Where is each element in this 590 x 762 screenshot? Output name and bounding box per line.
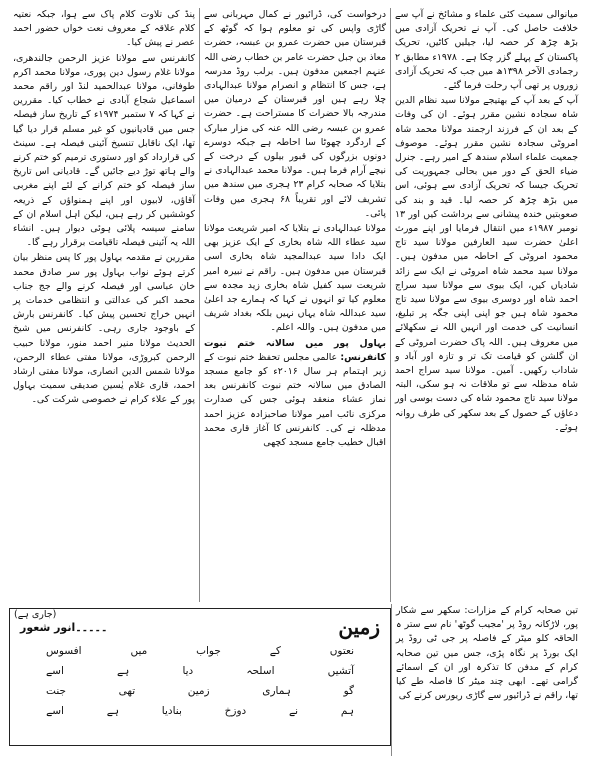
poem-word: میں	[130, 645, 148, 657]
paragraph: درخواست کی، ڈرائیور نے کمال مہربانی سے گاڑی واپس کی تو معلوم ہوا کہ گوٹھ کے قبرستان میں حضرت عمرو بن عبسہ، حضرت معاذ بن جبل حضرت عامر بن خطاب رضی اللہ عنہم اجمعین مدفون ہیں۔ برلب روڈ مدرسہ ہے، جس کا انتظام و انصرام مولانا عبدالہادی چلا رہے ہیں اور قبرستان کے درمیان میں مندرجہ بالا حضرات کا مستراحت ہے۔ حضرت عمرو بن عبسہ رضی اللہ عنہ کی مزار مبارک کے اردگرد چھوٹا سا احاطہ ہے جبکہ دوسرے دونوں بزرگوں کی قبور بیلوں کے درخت کے نیچے آرام فرما ہیں۔ مولانا محمد عبدالہادی نے بتلایا کہ صحابہ کرام ۲۳ ہجری میں سندھ میں تشریف لائے اور تقریباً ۶۸ ہجری میں وفات پائی۔	[204, 9, 386, 219]
poem-word: اسلحہ	[246, 665, 275, 677]
column-right	[391, 8, 582, 602]
continued-label: (جاری ہے)	[14, 609, 57, 620]
poem-line	[20, 701, 380, 721]
poem-header	[20, 613, 380, 641]
poem-word: ہم	[340, 705, 354, 717]
poem-word: آتشیں	[327, 665, 354, 677]
poem-word: جواب	[196, 645, 221, 657]
section-heading: بہاول پور میں سالانہ ختم نبوت کانفرنس:	[204, 337, 386, 363]
paragraph: سکھر سے شکار پور، لاڑکانہ روڈ پر 'مجیب گوٹھ' نام سے ستر ہ الحاقہ کلو میٹر کے فاصلہ پر جی ٹی روڈ پر ایک بورڈ پر نگاہ پڑی، جس میں تین صحابہ کرام کے مدفن کا تذکرہ اور ان کے اسمائے گرامی تھے۔ ابھی چند میٹر کا فاصلہ طے کیا تھا، راقم نے ڈرائیور سے گاڑی ریورس کرنے کی	[396, 605, 578, 702]
poem-word: ہماری	[262, 685, 291, 697]
poem-poet: ۔۔۔۔۔انور شعور	[20, 620, 108, 634]
column-left	[9, 8, 200, 602]
poem-box	[9, 608, 391, 746]
column-right-bottom	[391, 604, 582, 756]
poem-word: کے	[269, 645, 281, 657]
poem-word: اسے	[46, 705, 64, 717]
poem-word: افسوس	[46, 645, 82, 657]
poem-word: ہے	[117, 665, 130, 677]
poem-word: تھی	[118, 685, 136, 697]
poem-word: اسے	[46, 665, 64, 677]
article-columns	[8, 8, 582, 602]
paragraph: کانفرنس سے مولانا عزیز الرحمن جالندھری، مولانا غلام رسول دین پوری، مولانا محمد اکرم طوفانی، مولانا عبدالحمید لنڈ اور راقم محمد اسماعیل شجاع آبادی نے خطاب کیا۔ مقررین نے کہا کہ ۷ ستمبر ۱۹۷۴ء کے تاریخ ساز فیصلہ جس میں قادیانیوں کو غیر مسلم قرار دیا گیا تھا، ایک ناقابل تنسیخ آئینی فیصلہ ہے۔ سینٹ کی قرارداد کو اور دستوری ترمیم کو ختم کرنے والے ہاتھ توڑ دیے جائیں گے۔ قادیانی اس تاریخ ساز فیصلہ کو ختم کرانے کے لئے اپنے مغربی آقاؤں، لابیوں اور اپنے ہمنواؤں کے ذریعہ کوششیں کر رہے ہیں، لیکن اہل اسلام ان کے سامنے سیسہ پلائی ہوئی دیوار ہیں۔ انشاء اللہ یہ آئینی فیصلہ تاقیامت برقرار رہے گا۔	[13, 52, 196, 249]
poem-word: جنت	[46, 685, 67, 697]
poem-word: نے	[289, 705, 299, 717]
poem-word: نعتوں	[329, 645, 354, 657]
paragraph: پنڈ کی تلاوت کلام پاک سے ہوا، جبکہ نعتیہ کلام علاقہ کے معروف نعت خواں حضور احمد عصر نے پیش کیا۔	[13, 9, 195, 49]
poem-word: گو	[343, 685, 354, 697]
poem-word: ہے	[106, 705, 120, 717]
paragraph: میانوالی سمیت کئی علماء و مشائخ نے آپ سے خلافت حاصل کی۔ آپ نے تحریک آزادی میں بڑھ چڑھ کر حصہ لیا، جیلیں کاٹیں، تحریک پاکستان کے پہلے گزر چکا ہے۔ ۱۹۷۸ء مطابق ۲ رجمادی الآخر ۱۳۹۸ھ میں جب کہ تحریک آزادی زوروں پر تھی آپ رحلت فرما گئے۔	[395, 9, 578, 92]
poem-line	[20, 681, 380, 701]
poem-word: دیا	[182, 665, 194, 677]
paragraph: مقررین نے مقدمہ بہاول پور کا پس منظر بیان کرتے ہوئے نواب بہاول پور سر صادق محمد خان عباسی اور فیصلہ کرنے والے جج جناب محمد اکبر کی عدالتی و انتظامی خدمات پر انہیں خراج تحسین پیش کیا۔ کانفرنس بارش کے باوجود جاری رہی۔ کانفرنس میں شیخ الحدیث مولانا منیر احمد منور، مولانا حبیب الرحمن کبروڑی، مولانا مفتی عطاء الرحمن، مولانا شمس الدین انصاری، مولانا مفتی ارشاد احمد، قاری غلام یٰسین صدیقی سمیت بہاول پور کے علاء کرام نے خصوصی شرکت کی۔	[13, 252, 195, 406]
paragraph: آپ کے بعد آپ کے بھتیجے مولانا سید نظام الدین شاہ سجادہ نشین مقرر ہوئے۔ ان کی وفات کے بعد ان کے فرزند ارجمند مولانا محمد شاہ امروٹی سجادہ نشین مقرر ہوئے۔ موصوف جمعیت علماء اسلام سندھ کے امیر رہے۔ جنرل ضیاء الحق کے دور میں بحالی جمہوریت کی تحریک جیسا کہ تحریک آزادی سے ہوئی، اس میں بڑھ چڑھ کر حصہ لیا۔ قید و بند کی صعوبتیں خندہ پیشانی سے برداشت کیں اور ۱۳ نومبر ۱۹۸۷ء میں انتقال فرمایا اور اپنے مورث اعلیٰ حضرت سید العارفین مولانا سید تاج محمود امروٹی کے احاطہ میں مدفون ہیں۔ مولانا سید محمد شاہ امروٹی نے ایک سے زائد شادیاں کیں، ایک بیوی سے مولانا سید سراج احمد شاہ اور دوسری بیوی سے مولانا سید تاج محمود شاہ ہیں جو اپنی اپنی جگہ پر تبلیغ، انسانیت کی خدمت اور انہیں اللہ نے سکھلائے میں معروف ہیں۔ اللہ پاک حضرت امروٹی کے ان گلشن کو قیامت تک تر و تازہ اور آباد و شاداب رکھیں۔ آمین۔ مولانا سید سراج احمد شاہ مدظلہ سے تو ملاقات نہ ہو سکی، البتہ مولانا سید تاج محمود شاہ کی دست بوسی اور دعاؤں کے حصول کے بعد سکھر کی طرف روانہ ہوئے۔	[395, 95, 578, 433]
paragraph: مولانا عبدالہادی نے بتلایا کہ امیر شریعت مولانا سید عطاء اللہ شاہ بخاری کے ایک عزیز بھی ایک دادا سید عبدالمجید شاہ بخاری اسی قبرستان میں مدفون ہیں۔ راقم نے نبیرہ امیر شریعت سید کفیل شاہ بخاری زید مجدہ سے معلوم کیا تو انہوں نے کہا کہ ہمارے جد اعلیٰ سید عبداللہ شاہ یہاں نہیں بلکہ بغداد شریف میں مدفون ہیں۔ واللہ اعلم۔	[204, 223, 386, 334]
paragraph: عالمی مجلس تحفظ ختم نبوت کے زیر اہتمام ہر سال ۲۰۱۶ء کو جامع مسجد الصادق میں سالانہ ختم نبوت کانفرنس بعد نماز عشاء منعقد ہوئی جس کی صدارت مرکزی نائب امیر مولانا صاحبزادہ عزیز احمد مدظلہ نے کی۔ کانفرنس کا آغاز قاری محمد اقبال خطیب جامع مسجد کچھی	[204, 351, 386, 449]
poem-word: زمین	[187, 685, 210, 697]
poem-line	[20, 641, 380, 661]
poem-title: زمین	[338, 615, 380, 639]
poem-word: بنادیا	[161, 705, 182, 717]
column-middle	[200, 8, 391, 602]
bottom-row	[8, 604, 582, 756]
poem-line	[20, 661, 380, 681]
section-heading: تین صحابہ کرام کے مزارات:	[464, 605, 578, 616]
poem-word: دوزخ	[224, 705, 247, 717]
